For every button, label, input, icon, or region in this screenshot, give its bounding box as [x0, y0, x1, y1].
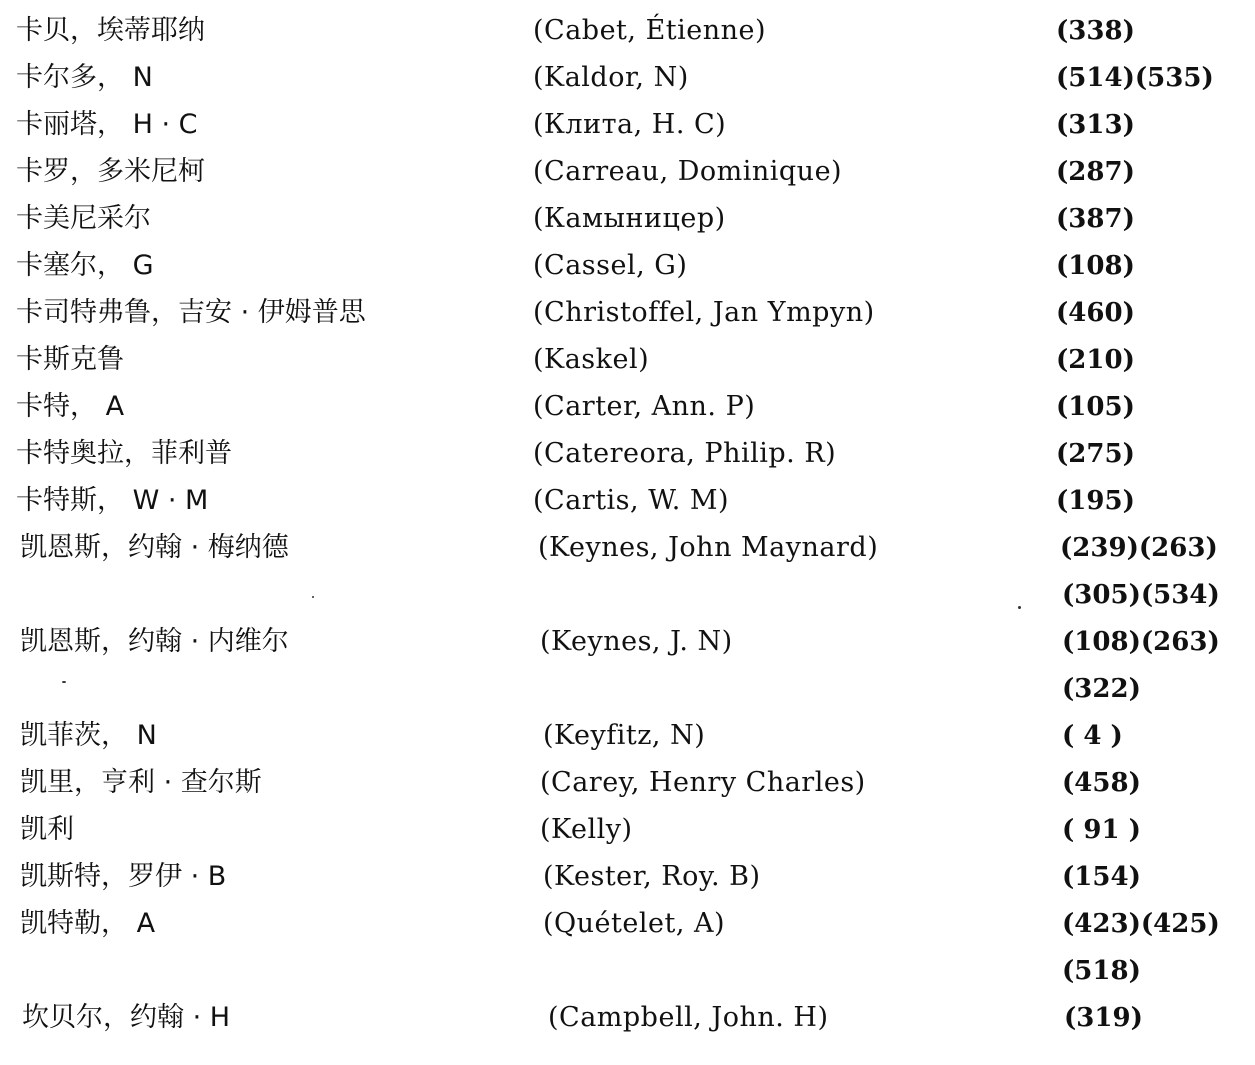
page-references: (518): [1062, 956, 1141, 986]
chinese-name: 卡特， A: [16, 391, 125, 422]
original-name: (Carreau, Dominique): [533, 156, 843, 187]
index-entry: [0, 902, 1255, 946]
index-entry: [0, 103, 1255, 147]
chinese-name: 卡司特弗鲁，吉安 · 伊姆普思: [16, 297, 366, 328]
page-references: (239)(263): [1060, 533, 1218, 563]
original-name: (Kelly): [540, 814, 633, 845]
index-entry: [0, 338, 1255, 382]
page-references: (275): [1056, 439, 1135, 469]
index-entry: [0, 761, 1255, 805]
chinese-name: 卡美尼采尔: [16, 203, 151, 234]
index-entry: [0, 9, 1255, 53]
page-references: (305)(534): [1062, 580, 1220, 610]
original-name: (Keyfitz, N): [543, 720, 706, 751]
page-references: (338): [1056, 16, 1135, 46]
original-name: (Quételet, A): [543, 908, 726, 939]
index-entry-continuation: [0, 667, 1255, 711]
original-name: (Christoffel, Jan Ympyn): [533, 297, 875, 328]
chinese-name: 卡丽塔， H · C: [16, 109, 198, 140]
index-entry: [0, 244, 1255, 288]
index-entry: [0, 714, 1255, 758]
index-entry: [0, 56, 1255, 100]
original-name: (Cartis, W. M): [533, 485, 730, 516]
page-references: (195): [1056, 486, 1135, 516]
chinese-name: 凯恩斯，约翰 · 梅纳德: [20, 532, 289, 563]
original-name: (Catereora, Philip. R): [533, 438, 837, 469]
index-entry: [0, 808, 1255, 852]
scan-speck: [312, 596, 314, 598]
original-name: (Carey, Henry Charles): [540, 767, 866, 798]
chinese-name: 卡罗，多米尼柯: [16, 156, 205, 187]
index-entry: [0, 197, 1255, 241]
chinese-name: 凯斯特，罗伊 · B: [20, 861, 227, 892]
page-references: (423)(425): [1062, 909, 1220, 939]
index-entry: [0, 291, 1255, 335]
original-name: (Камыницер): [533, 203, 726, 234]
chinese-name: 卡特斯， W · M: [16, 485, 209, 516]
index-entry: [0, 385, 1255, 429]
page-references: (322): [1062, 674, 1141, 704]
page-references: (210): [1056, 345, 1135, 375]
chinese-name: 凯恩斯，约翰 · 内维尔: [20, 626, 289, 657]
page-references: (460): [1056, 298, 1135, 328]
chinese-name: 卡贝，埃蒂耶纳: [16, 15, 205, 46]
scan-speck: [1018, 606, 1021, 609]
original-name: (Клита, H. C): [533, 109, 727, 140]
index-entry: [0, 855, 1255, 899]
index-entry: [0, 432, 1255, 476]
page-references: (108)(263): [1062, 627, 1220, 657]
index-entry: [0, 150, 1255, 194]
index-entry: [0, 479, 1255, 523]
original-name: (Carter, Ann. P): [533, 391, 756, 422]
index-entry: [0, 526, 1255, 570]
chinese-name: 卡特奥拉，菲利普: [16, 438, 232, 469]
page-references: (154): [1062, 862, 1141, 892]
page-references: (105): [1056, 392, 1135, 422]
index-entry: [0, 996, 1255, 1040]
index-entry: [0, 620, 1255, 664]
page-references: (319): [1064, 1003, 1143, 1033]
original-name: (Keynes, John Maynard): [538, 532, 879, 563]
chinese-name: 凯菲茨， N: [20, 720, 157, 751]
original-name: (Kaskel): [533, 344, 650, 375]
original-name: (Keynes, J. N): [540, 626, 733, 657]
chinese-name: 坎贝尔，约翰 · H: [22, 1002, 231, 1033]
page-references: ( 4 ): [1062, 721, 1123, 751]
chinese-name: 卡塞尔， G: [16, 250, 154, 281]
chinese-name: 凯利: [20, 814, 74, 845]
page-references: (287): [1056, 157, 1135, 187]
page-references: (387): [1056, 204, 1135, 234]
scan-speck: [62, 681, 66, 683]
index-entry-continuation: [0, 949, 1255, 993]
original-name: (Cassel, G): [533, 250, 688, 281]
page-references: ( 91 ): [1062, 815, 1141, 845]
chinese-name: 卡尔多， N: [16, 62, 153, 93]
original-name: (Kaldor, N): [533, 62, 689, 93]
page-references: (458): [1062, 768, 1141, 798]
page-references: (108): [1056, 251, 1135, 281]
original-name: (Cabet, Étienne): [533, 15, 767, 46]
index-entry-continuation: [0, 573, 1255, 617]
chinese-name: 凯里，亨利 · 查尔斯: [20, 767, 262, 798]
page-references: (514)(535): [1056, 63, 1214, 93]
original-name: (Kester, Roy. B): [543, 861, 761, 892]
original-name: (Campbell, John. H): [548, 1002, 829, 1033]
chinese-name: 卡斯克鲁: [16, 344, 124, 375]
chinese-name: 凯特勒， A: [20, 908, 156, 939]
page-references: (313): [1056, 110, 1135, 140]
